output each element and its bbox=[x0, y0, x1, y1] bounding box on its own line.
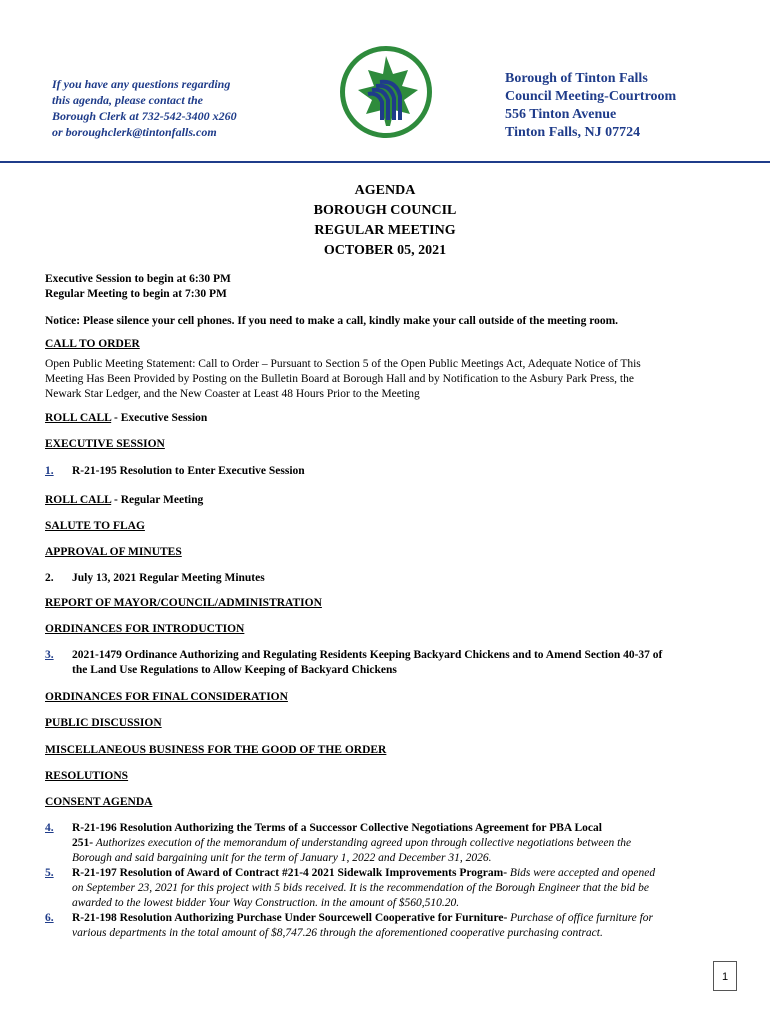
title-line: AGENDA bbox=[354, 183, 416, 198]
address-line: Council Meeting-Courtroom bbox=[505, 89, 677, 104]
item-description: Authorizes execution of the memorandum of understanding agreed upon through collective negotiations between the bbox=[93, 837, 632, 849]
statement-line: Newark Star Ledger, and the New Coaster at Least 48 Hours Prior to the Meeting bbox=[45, 388, 420, 400]
borough-logo bbox=[338, 44, 434, 140]
contact-email: or boroughclerk@tintonfalls.com bbox=[52, 125, 217, 139]
ordinances-final-heading: ORDINANCES FOR FINAL CONSIDERATION bbox=[45, 691, 288, 703]
address-line: 556 Tinton Avenue bbox=[505, 107, 617, 122]
address-line: Borough of Tinton Falls bbox=[505, 71, 648, 86]
agenda-item-5 bbox=[45, 866, 725, 911]
item-description: various departments in the total amount of $8,747.26 through the aforementioned cooperative purchasing contract. bbox=[72, 927, 603, 939]
item-title: R-21-198 Resolution Authorizing Purchase Under Sourcewell Cooperative for Furniture- bbox=[72, 912, 508, 924]
borough-address bbox=[505, 70, 676, 142]
item-description: Purchase of office furniture for bbox=[507, 912, 654, 924]
item-number-link[interactable]: 4. bbox=[45, 822, 54, 834]
item-text: R-21-195 Resolution to Enter Executive Session bbox=[72, 465, 305, 477]
roll-call-regular bbox=[45, 493, 725, 508]
roll-call-suffix: - Regular Meeting bbox=[111, 494, 204, 506]
roll-call-executive bbox=[45, 411, 725, 426]
leaf-logo-icon bbox=[338, 44, 434, 140]
contact-info bbox=[52, 76, 292, 140]
contact-line: this agenda, please contact the bbox=[52, 93, 203, 107]
item-text: the Land Use Regulations to Allow Keeping of Backyard Chickens bbox=[72, 664, 397, 676]
item-number-link[interactable]: 1. bbox=[45, 465, 54, 477]
contact-line: If you have any questions regarding bbox=[52, 77, 231, 91]
resolutions-heading: RESOLUTIONS bbox=[45, 770, 129, 782]
notice-text: Notice: Please silence your cell phones. If you need to make a call, kindly make your call outside of the meeting room. bbox=[45, 315, 619, 327]
item-number-link[interactable]: 3. bbox=[45, 649, 54, 661]
open-meeting-statement bbox=[45, 357, 725, 402]
contact-line: Borough Clerk at 732-542-3400 x260 bbox=[52, 109, 237, 123]
agenda-item-4 bbox=[45, 821, 725, 866]
item-text: 2021-1479 Ordinance Authorizing and Regulating Residents Keeping Backyard Chickens and to Amend Section 40-37 of bbox=[72, 649, 663, 661]
roll-call-label: ROLL CALL bbox=[45, 412, 112, 424]
title-line: BOROUGH COUNCIL bbox=[313, 203, 457, 218]
agenda-item-6 bbox=[45, 911, 725, 941]
salute-heading: SALUTE TO FLAG bbox=[45, 520, 145, 532]
report-heading: REPORT OF MAYOR/COUNCIL/ADMINISTRATION bbox=[45, 597, 322, 609]
executive-session-heading: EXECUTIVE SESSION bbox=[45, 438, 165, 450]
misc-business-heading: MISCELLANEOUS BUSINESS FOR THE GOOD OF THE ORDER bbox=[45, 744, 387, 756]
public-discussion-heading: PUBLIC DISCUSSION bbox=[45, 717, 162, 729]
item-number-link[interactable]: 6. bbox=[45, 912, 54, 924]
meeting-date: OCTOBER 05, 2021 bbox=[323, 243, 447, 258]
address-line: Tinton Falls, NJ 07724 bbox=[505, 125, 641, 140]
header-divider bbox=[0, 161, 770, 163]
item-description: awarded to the lowest bidder Your Way Construction. in the amount of $560,510.20. bbox=[72, 897, 460, 909]
item-description: on September 23, 2021 for this project with 5 bids received. It is the recommendation of the Borough Engineer that the bid be bbox=[72, 882, 650, 894]
agenda-item-3 bbox=[45, 648, 725, 678]
statement-line: Meeting Has Been Provided by Posting on the Bulletin Board at Borough Hall and by Notification to the Asbury Park Press, the bbox=[45, 373, 634, 385]
agenda-title bbox=[0, 181, 770, 261]
roll-call-suffix: - Executive Session bbox=[111, 412, 208, 424]
ordinances-intro-heading: ORDINANCES FOR INTRODUCTION bbox=[45, 623, 245, 635]
item-description: Bids were accepted and opened bbox=[507, 867, 656, 879]
roll-call-label: ROLL CALL bbox=[45, 494, 112, 506]
agenda-body bbox=[45, 272, 725, 941]
item-description: Borough and said bargaining unit for the term of January 1, 2022 and December 31, 2026. bbox=[72, 852, 492, 864]
call-to-order-heading: CALL TO ORDER bbox=[45, 338, 140, 350]
item-title: 251- bbox=[72, 837, 94, 849]
item-title: R-21-196 Resolution Authorizing the Terms of a Successor Collective Negotiations Agreement for PBA Local bbox=[72, 822, 602, 834]
item-number: 2. bbox=[45, 572, 54, 584]
consent-agenda-heading: CONSENT AGENDA bbox=[45, 796, 153, 808]
regular-time: Regular Meeting to begin at 7:30 PM bbox=[45, 288, 227, 300]
item-number-link[interactable]: 5. bbox=[45, 867, 54, 879]
agenda-item-1 bbox=[45, 464, 725, 479]
executive-time: Executive Session to begin at 6:30 PM bbox=[45, 273, 231, 285]
agenda-item-2 bbox=[45, 571, 725, 586]
page-number: 1 bbox=[713, 961, 737, 991]
minutes-heading: APPROVAL OF MINUTES bbox=[45, 546, 182, 558]
statement-line: Open Public Meeting Statement: Call to Order – Pursuant to Section 5 of the Open Public Meetings Act, Adequate Notice of This bbox=[45, 358, 641, 370]
item-title: R-21-197 Resolution of Award of Contract #21-4 2021 Sidewalk Improvements Program- bbox=[72, 867, 508, 879]
title-line: REGULAR MEETING bbox=[314, 223, 456, 238]
item-text: July 13, 2021 Regular Meeting Minutes bbox=[72, 572, 265, 584]
